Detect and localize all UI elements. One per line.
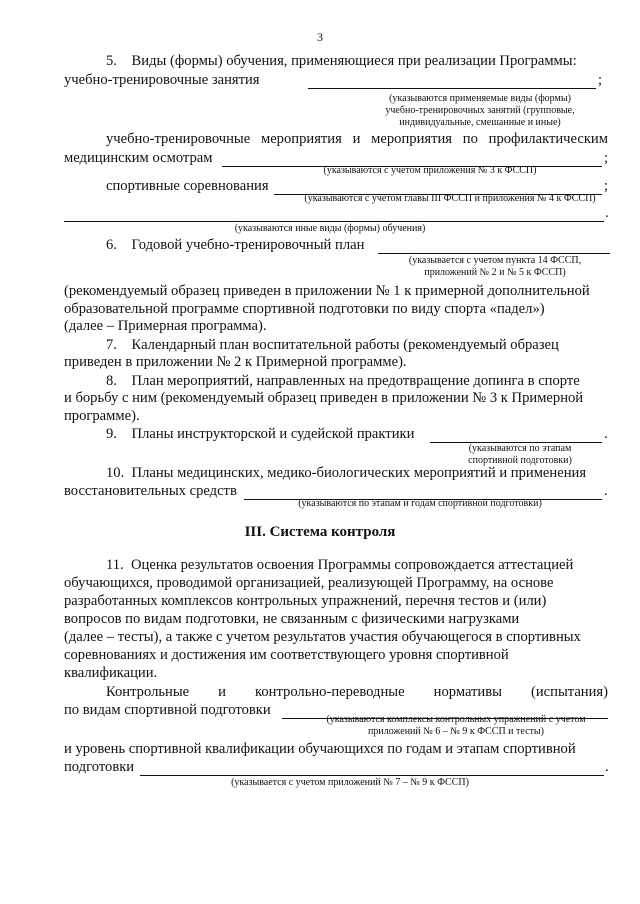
item9-note-1: (указываются по этапам <box>468 443 572 454</box>
item6-line-3: (далее – Примерная программа). <box>64 318 267 334</box>
item5-training-blank[interactable] <box>308 88 596 89</box>
item6-blank[interactable] <box>378 253 610 254</box>
para11-line-1: 11. Оценка результатов освоения Программы сопровождается аттестацией <box>106 557 574 573</box>
para11-line-2: обучающихся, проводимой организацией, реализующей Программу, на основе <box>64 575 554 591</box>
item9-title: 9. Планы инструкторской и судейской практики <box>106 426 415 442</box>
item5-title: 5. Виды (формы) обучения, применяющиеся при реализации Программы: <box>106 53 577 69</box>
item5-other-blank[interactable] <box>64 221 604 222</box>
para11-line-7: квалификации. <box>64 665 158 681</box>
item5-competitions-label: спортивные соревнования <box>106 178 269 194</box>
item5-training-note-3: индивидуальные, смешанные и иные) <box>399 117 561 128</box>
level-blank[interactable] <box>140 775 604 776</box>
control-note-1: (указываются комплексы контрольных упражнений с учетом <box>326 714 586 725</box>
item7-line-2: приведен в приложении № 2 к Примерной программе). <box>64 354 407 370</box>
item5-training-note-2: учебно-тренировочных занятий (групповые, <box>385 105 575 116</box>
item6-line-2: образовательной программе спортивной подготовки по виду спорта «падел») <box>64 301 545 317</box>
control-line-1: Контрольные и контрольно-переводные нормативы (испытания) <box>106 684 608 700</box>
item6-note-2: приложений № 2 и № 5 к ФССП) <box>424 267 566 278</box>
item10-line-1: 10. Планы медицинских, медико-биологических мероприятий и применения <box>106 465 587 481</box>
para11-line-3: разработанных комплексов контрольных упражнений, перечня тестов и (или) <box>64 593 547 609</box>
item8-line-2: и борьбу с ним (рекомендуемый образец приведен в приложении № 3 к Примерной <box>64 390 584 406</box>
item5-competitions-note: (указываются с учетом главы III ФССП и приложения № 4 к ФССП) <box>304 193 596 204</box>
item9-note-2: спортивной подготовки) <box>468 455 572 466</box>
item5-training-label: учебно-тренировочные занятия <box>64 72 260 88</box>
item6-line-1: (рекомендуемый образец приведен в приложении № 1 к примерной дополнительной <box>64 283 590 299</box>
para11-line-4: вопросов по видам подготовки, не связанным с физическими нагрузками <box>64 611 520 627</box>
section-heading: III. Система контроля <box>244 524 396 540</box>
item5-events-line2: медицинским осмотрам <box>64 150 213 166</box>
item5-training-note-1: (указываются применяемые виды (формы) <box>389 93 571 104</box>
para11-line-6: соревнованиях и достижения им соответствующего уровня спортивной <box>64 647 509 663</box>
item6-note-1: (указывается с учетом пункта 14 ФССП, <box>408 255 582 266</box>
item7-line-1: 7. Календарный план воспитательной работы (рекомендуемый образец <box>106 337 559 353</box>
level-line-1: и уровень спортивной квалификации обучающихся по годам и этапам спортивной <box>64 741 576 757</box>
page-number: 3 <box>317 30 323 44</box>
item8-line-1: 8. План мероприятий, направленных на предотвращение допинга в спорте <box>106 373 580 389</box>
item10-note: (указываются по этапам и годам спортивной подготовки) <box>298 498 542 509</box>
item5-other-note: (указываются иные виды (формы) обучения) <box>234 223 426 234</box>
item8-line-3: программе). <box>64 408 140 424</box>
item5-events-line1: учебно-тренировочные мероприятия и мероприятия по профилактическим <box>106 131 608 147</box>
control-line-2: по видам спортивной подготовки <box>64 702 271 718</box>
level-line-2: подготовки <box>64 759 135 775</box>
control-note-2: приложений № 6 – № 9 к ФССП и тесты) <box>368 726 544 737</box>
item5-events-note: (указываются с учетом приложения № 3 к ФССП) <box>323 165 537 176</box>
item10-line-2: восстановительных средств <box>64 483 237 499</box>
item6-title: 6. Годовой учебно-тренировочный план <box>106 237 365 253</box>
para11-line-5: (далее – тесты), а также с учетом результатов участия обучающегося в спортивных <box>64 629 581 645</box>
level-note: (указывается с учетом приложений № 7 – № 9 к ФССП) <box>231 777 469 788</box>
document-page: 3 5. Виды (формы) обучения, применяющиеся при реализации Программы: учебно-тренировочные занятия ; (указываются применяемые виды (формы) учебно-тренировочных занятий (групповые, индивидуальные, смешанные и иные) учебно-тренировочные мероприятия и мероприятия по профилактическим медицинским осмотрам ; (указываются с учетом приложения № 3 к ФССП) спортивные соревнования ; (указываются с учетом главы III ФССП и приложения № 4 к ФССП) . (указываются иные виды (формы) обучения) 6. Годовой учебно-тренировочный план (указывается с учетом пункта 14 ФССП, приложений № 2 и № 5 к ФССП) (рекомендуемый образец приведен в приложении № 1 к примерной дополнительной образовательной программе спортивной подготовки по виду спорта «падел») (далее – Примерная программа). 7. Календарный план воспитательной работы (рекомендуемый образец приведен в приложении № 2 к Примерной программе). 8. План мероприятий, направленных на предотвращение допинга в спорте и борьбу с ним (рекомендуемый образец приведен в приложении № 3 к Примерной программе). 9. Планы инструкторской и судейской практики . (указываются по этапам спортивной подготовки) 10. Планы медицинских, медико-биологических мероприятий и применения восстановительных средств . (указываются по этапам и годам спортивной подготовки) III. Система контроля 11. Оценка результатов освоения Программы сопровождается аттестацией обучающихся, проводимой организацией, реализующей Программу, на основе разработанных комплексов контрольных упражнений, перечня тестов и (или) вопросов по видам подготовки, не связанным с физическими нагрузками (далее – тесты), а также с учетом результатов участия обучающегося в спортивных соревнованиях и достижения им соответствующего уровня спортивной квалификации. Контрольные и контрольно-переводные нормативы (испытания) по видам спортивной подготовки (указываются комплексы контрольных упражнений с учетом приложений № 6 – № 9 к ФССП и тесты) и уровень спортивной квалификации обучающихся по годам и этапам спортивной подготовки . (указывается с учетом приложений № 7 – № 9 к ФССП) <box>0 0 640 904</box>
